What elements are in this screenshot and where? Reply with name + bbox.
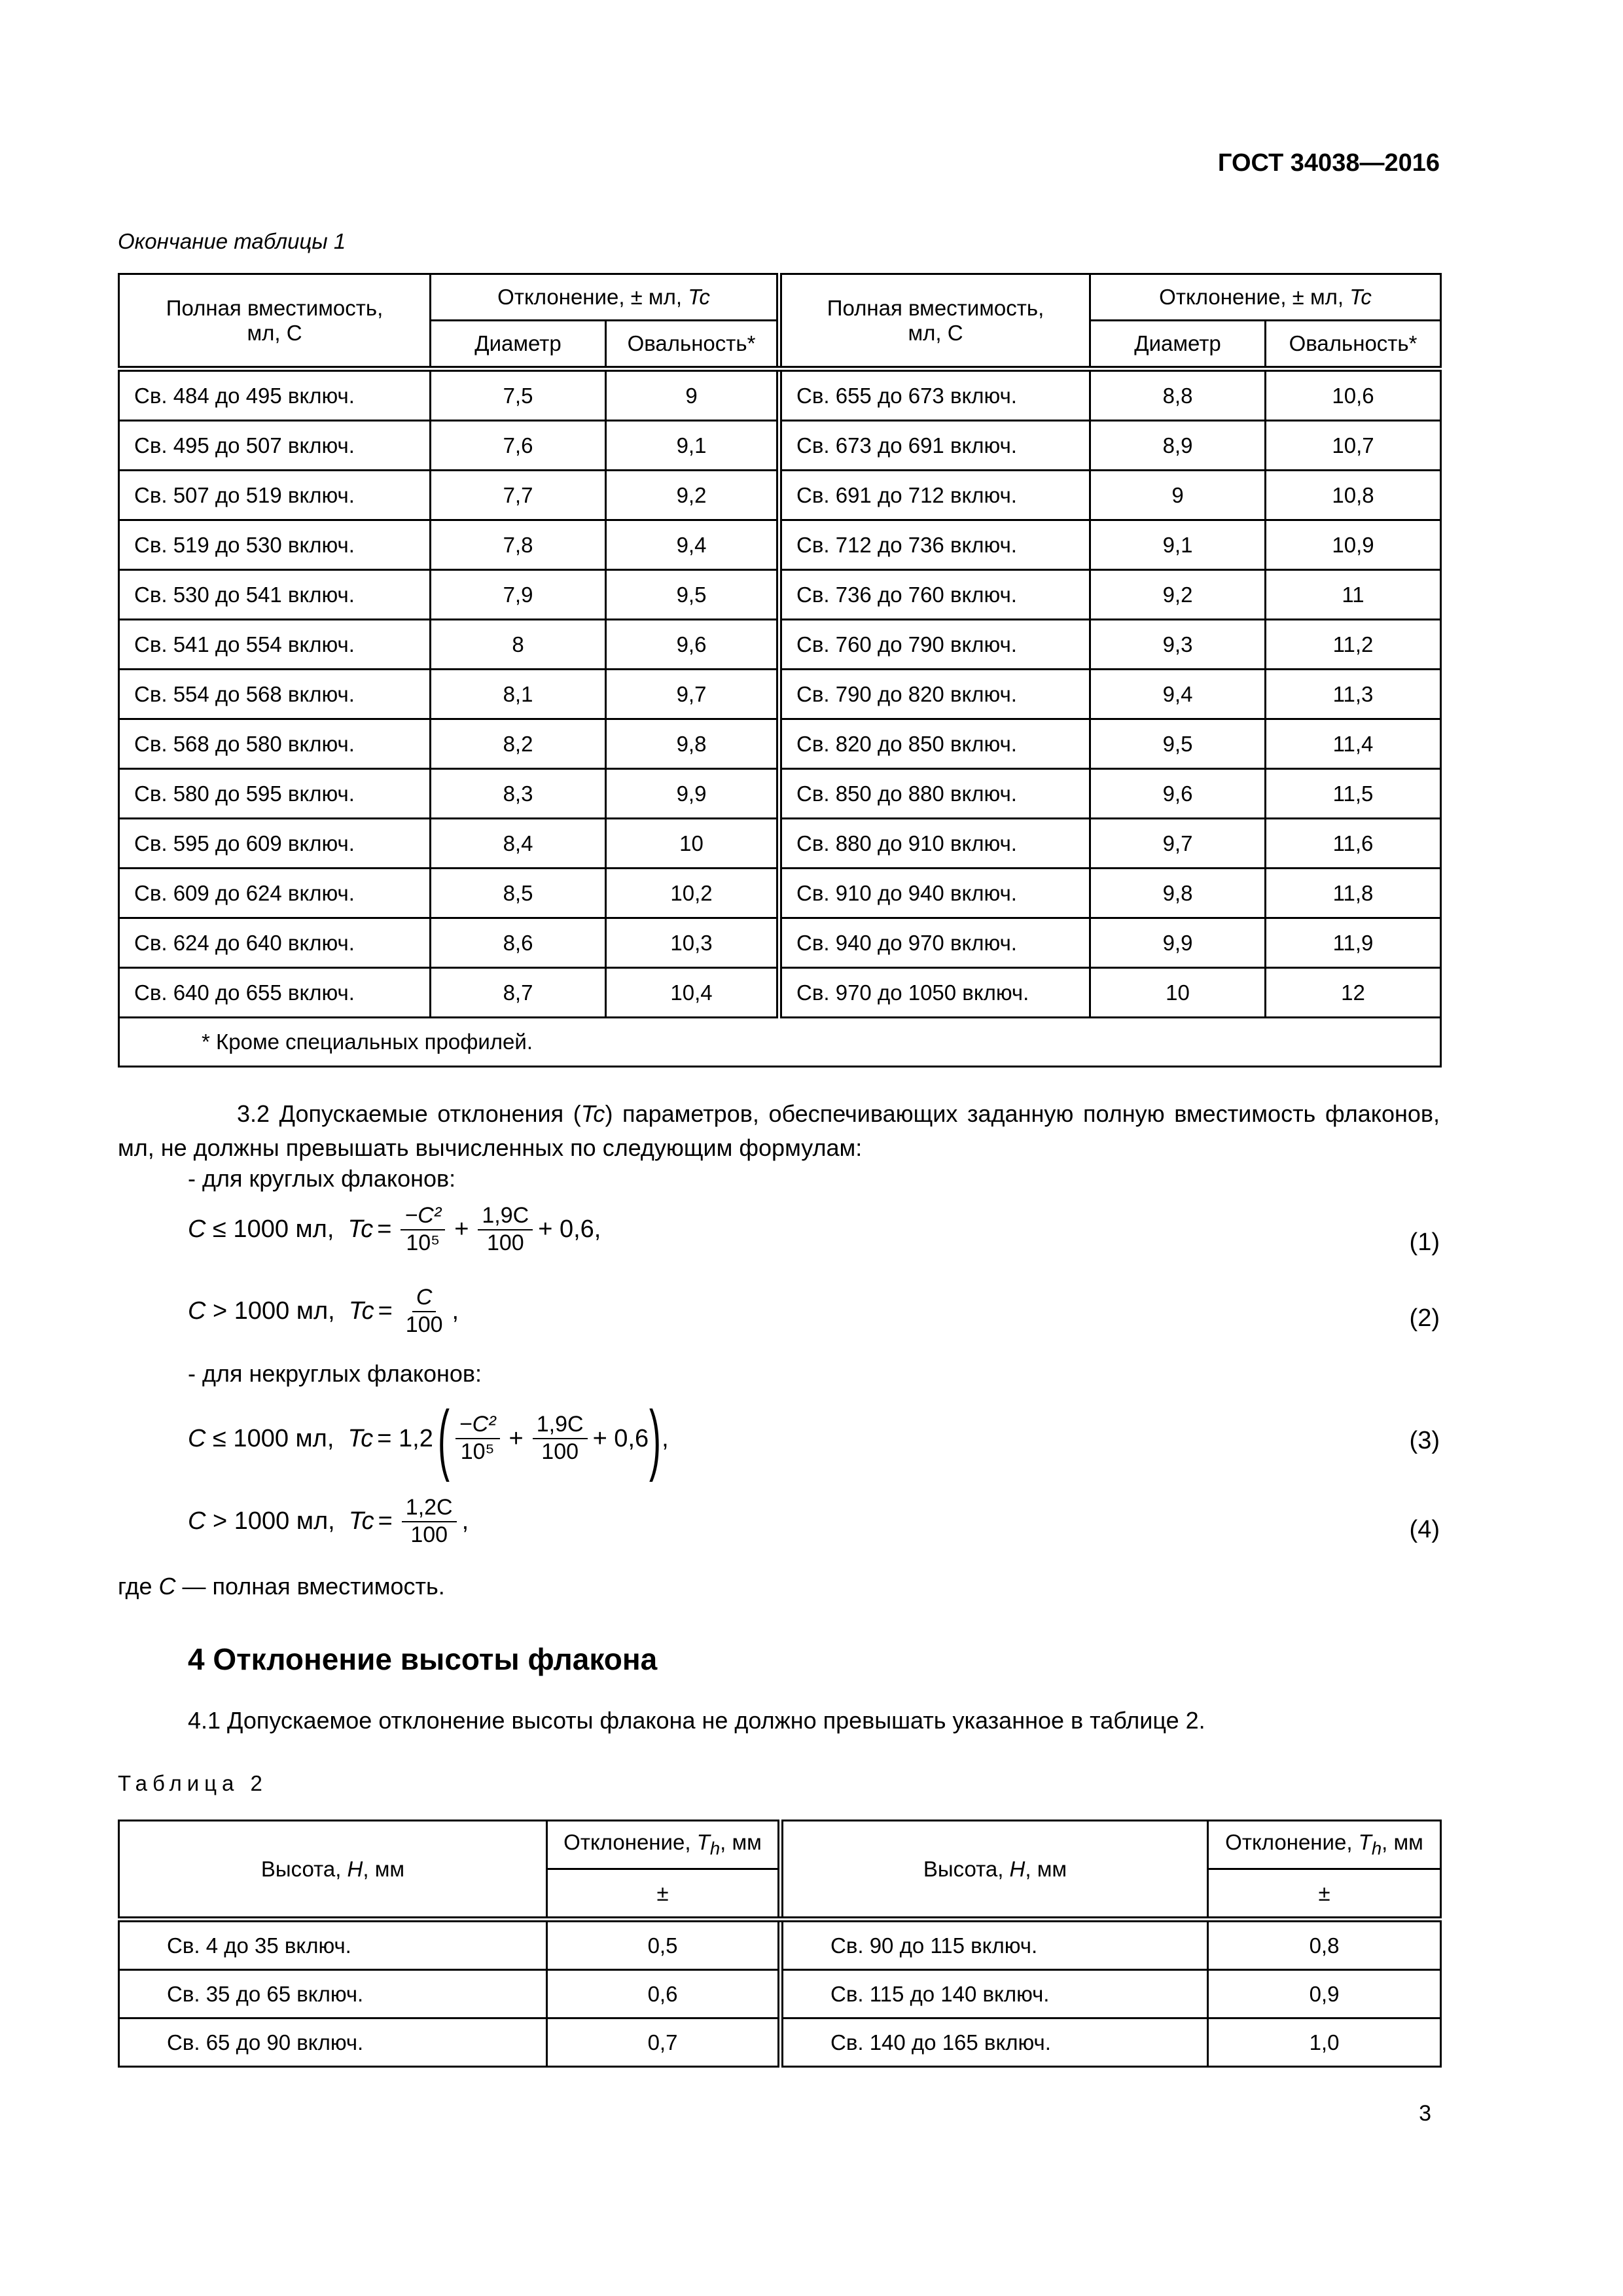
diameter-cell: 8,4: [431, 819, 606, 869]
table-row: [119, 2018, 1441, 2067]
formula-1-number: (1): [1409, 1229, 1440, 1256]
deviation-cell: 0,5: [547, 1920, 781, 1970]
formula-4-number: (4): [1409, 1516, 1440, 1543]
diameter-cell: 8,3: [431, 769, 606, 819]
ovality-cell: 9,5: [606, 570, 779, 620]
deviation-cell: 0,9: [1208, 1970, 1441, 2018]
diameter-cell: 7,7: [431, 471, 606, 520]
table-row: [119, 968, 1441, 1018]
ovality-cell: 11,3: [1266, 670, 1441, 719]
diameter-cell: 8,8: [1090, 369, 1266, 421]
capacity-cell: Св. 640 до 655 включ.: [119, 968, 431, 1018]
table-row: [119, 769, 1441, 819]
diameter-cell: 7,5: [431, 369, 606, 421]
header-height: Высота, H, мм: [119, 1821, 547, 1920]
table-footnote: * Кроме специальных профилей.: [119, 1018, 1441, 1067]
diameter-cell: 9,3: [1090, 620, 1266, 670]
capacity-cell: Св. 820 до 850 включ.: [779, 719, 1090, 769]
diameter-cell: 9,9: [1090, 918, 1266, 968]
table-row: [119, 1920, 1441, 1970]
header-deviation: Отклонение, $T_h$, мм: [547, 1821, 781, 1869]
formula-1-numerator-2: 1,9C: [478, 1204, 533, 1230]
ovality-cell: 10,6: [1266, 369, 1441, 421]
capacity-cell: Св. 691 до 712 включ.: [779, 471, 1090, 520]
capacity-cell: Св. 624 до 640 включ.: [119, 918, 431, 968]
formula-4: C > 1000 мл, Tc = $\frac{1,2C}{100}$ ,: [188, 1495, 469, 1547]
formula-2: C > 1000 мл, Tc = $\frac{C}{100}$ ,: [188, 1285, 459, 1337]
capacity-cell: Св. 580 до 595 включ.: [119, 769, 431, 819]
table-1: [118, 273, 1442, 1067]
ovality-cell: 9,8: [606, 719, 779, 769]
table-row: [119, 471, 1441, 520]
ovality-cell: 11,5: [1266, 769, 1441, 819]
capacity-cell: Св. 554 до 568 включ.: [119, 670, 431, 719]
diameter-cell: 10: [1090, 968, 1266, 1018]
capacity-cell: Св. 673 до 691 включ.: [779, 421, 1090, 471]
ovality-cell: 10: [606, 819, 779, 869]
header-capacity: Полная вместимость, мл, С: [119, 274, 431, 369]
diameter-cell: 9,7: [1090, 819, 1266, 869]
table-row: [119, 918, 1441, 968]
height-cell: Св. 115 до 140 включ.: [781, 1970, 1208, 2018]
document-code: ГОСТ 34038—2016: [1217, 149, 1440, 177]
table-row: [119, 670, 1441, 719]
section-4-heading: 4 Отклонение высоты флакона: [188, 1642, 658, 1676]
header-height: Высота, H, мм: [781, 1821, 1208, 1920]
deviation-cell: 0,6: [547, 1970, 781, 2018]
ovality-cell: 11,6: [1266, 819, 1441, 869]
diameter-cell: 7,9: [431, 570, 606, 620]
table-row: [119, 570, 1441, 620]
formula-1: C ≤ 1000 мл, Tc = $\frac{\text{−C²}}{\text{10⁵}}$ + $\frac{1,9C}{100}$ + 0,6,: [188, 1203, 601, 1255]
ovality-cell: 10,9: [1266, 520, 1441, 570]
formula-3: C ≤ 1000 мл, Tc = 1,2 ( $\frac{\text{−C²}}{\text{10⁵}}$ + $\frac{1,9C}{100}$ + 0,6 ) ,: [188, 1395, 669, 1482]
formula-2-number: (2): [1409, 1304, 1440, 1332]
header-plus-minus: ±: [547, 1869, 781, 1920]
header-deviation: Отклонение, ± мл, Tc: [1090, 274, 1441, 321]
ovality-cell: 11,2: [1266, 620, 1441, 670]
height-cell: Св. 140 до 165 включ.: [781, 2018, 1208, 2067]
paragraph-4-1: 4.1 Допускаемое отклонение высоты флакона не должно превышать указанное в таблице 2.: [188, 1707, 1205, 1734]
table-row: [119, 520, 1441, 570]
capacity-cell: Св. 484 до 495 включ.: [119, 369, 431, 421]
capacity-cell: Св. 850 до 880 включ.: [779, 769, 1090, 819]
header-diameter: Диаметр: [431, 321, 606, 369]
capacity-cell: Св. 595 до 609 включ.: [119, 819, 431, 869]
nonround-bottles-label: - для некруглых флаконов:: [188, 1360, 482, 1387]
capacity-cell: Св. 880 до 910 включ.: [779, 819, 1090, 869]
height-cell: Св. 35 до 65 включ.: [119, 1970, 547, 2018]
formula-3-numerator-2: 1,9C: [533, 1413, 588, 1439]
ovality-cell: 11,8: [1266, 869, 1441, 918]
capacity-cell: Св. 609 до 624 включ.: [119, 869, 431, 918]
ovality-cell: 9,2: [606, 471, 779, 520]
diameter-cell: 8: [431, 620, 606, 670]
capacity-cell: Св. 495 до 507 включ.: [119, 421, 431, 471]
height-cell: Св. 90 до 115 включ.: [781, 1920, 1208, 1970]
ovality-cell: 10,3: [606, 918, 779, 968]
paragraph-3-2: 3.2 Допускаемые отклонения (Tc) параметров, обеспечивающих заданную полную вместимость флаконов, мл, не должны превышать вычисленных по следующим формулам:: [118, 1100, 1440, 1161]
header-deviation: Отклонение, ± мл, Tc: [431, 274, 779, 321]
capacity-cell: Св. 760 до 790 включ.: [779, 620, 1090, 670]
diameter-cell: 8,7: [431, 968, 606, 1018]
ovality-cell: 9,6: [606, 620, 779, 670]
diameter-cell: 9,6: [1090, 769, 1266, 819]
formula-4-numerator: 1,2C: [402, 1496, 457, 1522]
ovality-cell: 10,8: [1266, 471, 1441, 520]
diameter-cell: 8,9: [1090, 421, 1266, 471]
diameter-cell: 7,8: [431, 520, 606, 570]
capacity-cell: Св. 910 до 940 включ.: [779, 869, 1090, 918]
ovality-cell: 9,1: [606, 421, 779, 471]
capacity-cell: Св. 530 до 541 включ.: [119, 570, 431, 620]
capacity-cell: Св. 541 до 554 включ.: [119, 620, 431, 670]
header-diameter: Диаметр: [1090, 321, 1266, 369]
table-row: [119, 869, 1441, 918]
page-number: 3: [1419, 2101, 1431, 2126]
diameter-cell: 9,2: [1090, 570, 1266, 620]
height-cell: Св. 65 до 90 включ.: [119, 2018, 547, 2067]
where-definition: где C — полная вместимость.: [118, 1573, 445, 1600]
header-deviation: Отклонение, $T_h$, мм: [1208, 1821, 1441, 1869]
ovality-cell: 9,9: [606, 769, 779, 819]
header-capacity: Полная вместимость, мл, С: [779, 274, 1090, 369]
table-row: [119, 421, 1441, 471]
diameter-cell: 7,6: [431, 421, 606, 471]
diameter-cell: 9,5: [1090, 719, 1266, 769]
capacity-cell: Св. 507 до 519 включ.: [119, 471, 431, 520]
diameter-cell: 9,1: [1090, 520, 1266, 570]
deviation-cell: 0,8: [1208, 1920, 1441, 1970]
capacity-cell: Св. 736 до 760 включ.: [779, 570, 1090, 620]
ovality-cell: 11,4: [1266, 719, 1441, 769]
deviation-cell: 1,0: [1208, 2018, 1441, 2067]
table-row: [119, 1970, 1441, 2018]
table-row: [119, 819, 1441, 869]
ovality-cell: 12: [1266, 968, 1441, 1018]
table-row: [119, 369, 1441, 421]
capacity-cell: Св. 970 до 1050 включ.: [779, 968, 1090, 1018]
table-row: [119, 719, 1441, 769]
capacity-cell: Св. 655 до 673 включ.: [779, 369, 1090, 421]
table2-caption: Таблица 2: [118, 1771, 268, 1795]
ovality-cell: 10,2: [606, 869, 779, 918]
diameter-cell: 9: [1090, 471, 1266, 520]
diameter-cell: 8,2: [431, 719, 606, 769]
table-2: [118, 1820, 1442, 2068]
table-row: [119, 620, 1441, 670]
ovality-cell: 10,4: [606, 968, 779, 1018]
capacity-cell: Св. 519 до 530 включ.: [119, 520, 431, 570]
ovality-cell: 9,4: [606, 520, 779, 570]
capacity-cell: Св. 568 до 580 включ.: [119, 719, 431, 769]
ovality-cell: 9: [606, 369, 779, 421]
diameter-cell: 8,6: [431, 918, 606, 968]
capacity-cell: Св. 940 до 970 включ.: [779, 918, 1090, 968]
header-ovality: Овальность*: [1266, 321, 1441, 369]
table1-caption: Окончание таблицы 1: [118, 229, 346, 253]
ovality-cell: 11: [1266, 570, 1441, 620]
formula-3-number: (3): [1409, 1427, 1440, 1454]
height-cell: Св. 4 до 35 включ.: [119, 1920, 547, 1970]
diameter-cell: 8,1: [431, 670, 606, 719]
deviation-cell: 0,7: [547, 2018, 781, 2067]
header-ovality: Овальность*: [606, 321, 779, 369]
diameter-cell: 8,5: [431, 869, 606, 918]
diameter-cell: 9,4: [1090, 670, 1266, 719]
ovality-cell: 10,7: [1266, 421, 1441, 471]
ovality-cell: 11,9: [1266, 918, 1441, 968]
capacity-cell: Св. 712 до 736 включ.: [779, 520, 1090, 570]
round-bottles-label: - для круглых флаконов:: [188, 1165, 456, 1192]
header-plus-minus: ±: [1208, 1869, 1441, 1920]
ovality-cell: 9,7: [606, 670, 779, 719]
diameter-cell: 9,8: [1090, 869, 1266, 918]
capacity-cell: Св. 790 до 820 включ.: [779, 670, 1090, 719]
